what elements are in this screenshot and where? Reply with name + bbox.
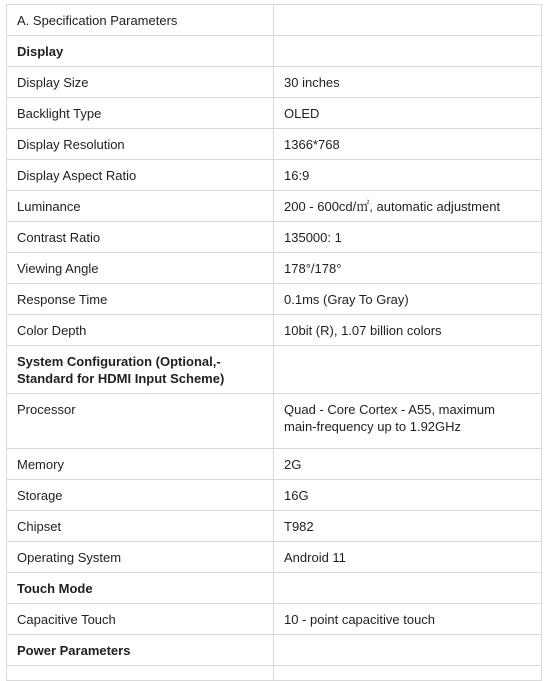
parameter-name: Display Aspect Ratio [7, 160, 274, 191]
parameter-value: 200 - 600cd/㎡, automatic adjustment [274, 191, 542, 222]
table-row [7, 67, 542, 98]
parameter-name: Chipset [7, 511, 274, 542]
table-row [7, 284, 542, 315]
table-row [7, 129, 542, 160]
section-title: Touch Mode [7, 573, 274, 604]
parameter-value: 1366*768 [274, 129, 542, 160]
table-row [7, 542, 542, 573]
specification-table [6, 4, 542, 681]
specification-table-body [7, 5, 542, 681]
parameter-name: Capacitive Touch [7, 604, 274, 635]
parameter-name: Color Depth [7, 315, 274, 346]
section-title: System Configuration (Optional,-Standard for HDMI Input Scheme) [7, 346, 274, 394]
parameter-value [274, 573, 542, 604]
parameter-name: Backlight Type [7, 98, 274, 129]
table-row [7, 394, 542, 449]
parameter-value: 30 inches [274, 67, 542, 98]
parameter-value [274, 36, 542, 67]
parameter-name: Display Resolution [7, 129, 274, 160]
parameter-value: 16G [274, 480, 542, 511]
table-row [7, 604, 542, 635]
section-header-row [7, 573, 542, 604]
parameter-value: T982 [274, 511, 542, 542]
parameter-name: Response Time [7, 284, 274, 315]
table-row [7, 5, 542, 36]
table-row [7, 315, 542, 346]
parameter-name: Contrast Ratio [7, 222, 274, 253]
table-row [7, 253, 542, 284]
parameter-name: A. Specification Parameters [7, 5, 274, 36]
parameter-value: 16:9 [274, 160, 542, 191]
section-header-row [7, 36, 542, 67]
table-row [7, 511, 542, 542]
table-row [7, 222, 542, 253]
section-header-row [7, 635, 542, 666]
parameter-name: Processor [7, 394, 274, 449]
parameter-value: Quad - Core Cortex - A55, maximum main-frequency up to 1.92GHz [274, 394, 542, 449]
parameter-name: Luminance [7, 191, 274, 222]
parameter-name: Storage [7, 480, 274, 511]
table-row [7, 666, 542, 681]
parameter-name: Display Size [7, 67, 274, 98]
parameter-value: 10bit (R), 1.07 billion colors [274, 315, 542, 346]
parameter-name [7, 666, 274, 681]
parameter-name: Viewing Angle [7, 253, 274, 284]
section-title: Power Parameters [7, 635, 274, 666]
parameter-name: Memory [7, 449, 274, 480]
parameter-name: Operating System [7, 542, 274, 573]
parameter-value [274, 635, 542, 666]
parameter-value: Android 11 [274, 542, 542, 573]
table-row [7, 191, 542, 222]
parameter-value: 135000: 1 [274, 222, 542, 253]
section-title: Display [7, 36, 274, 67]
parameter-value: 178°/178° [274, 253, 542, 284]
parameter-value [274, 346, 542, 394]
parameter-value [274, 666, 542, 681]
section-header-row [7, 346, 542, 394]
parameter-value [274, 5, 542, 36]
table-row [7, 98, 542, 129]
parameter-value: OLED [274, 98, 542, 129]
parameter-value: 10 - point capacitive touch [274, 604, 542, 635]
parameter-value: 2G [274, 449, 542, 480]
parameter-value: 0.1ms (Gray To Gray) [274, 284, 542, 315]
table-row [7, 449, 542, 480]
table-row [7, 160, 542, 191]
table-row [7, 480, 542, 511]
